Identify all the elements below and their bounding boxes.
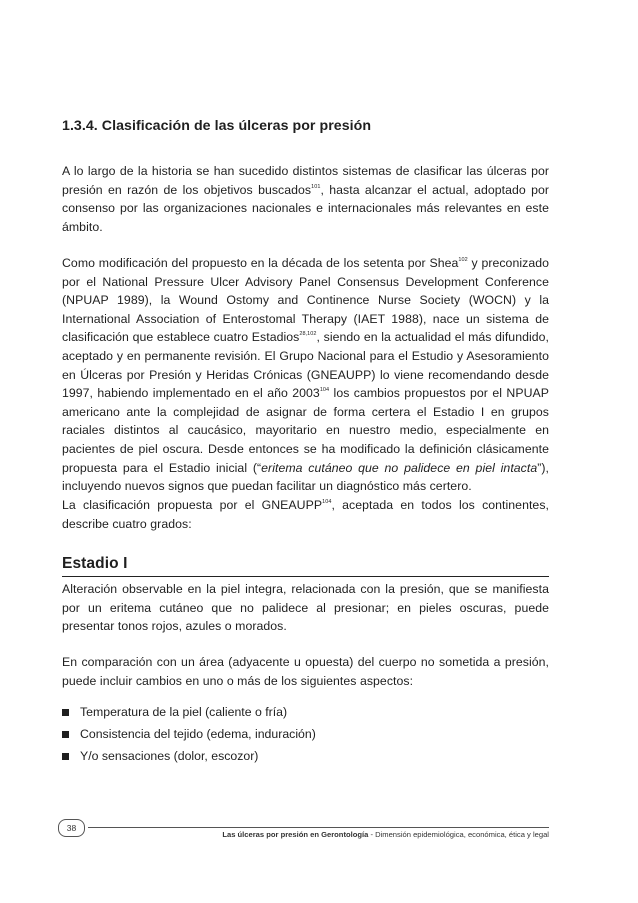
reference-superscript: 102 [458, 257, 468, 263]
footer-divider [88, 827, 549, 828]
reference-superscript: 101 [311, 183, 321, 190]
paragraph-text: A lo largo de la historia se han sucedido distintos sistemas de clasificar las úlceras por presión en razón de los objetivos buscados [62, 164, 549, 197]
paragraph-text: y preconizado por el National Pressure Ulcer Advisory Panel Consensus Development Conference (NPUAP 1989), la Wound Ostomy and Continence Nurse Society (WOCN) y la International Association of Enterostomal Therapy (IAET 1988), nace un sistema de clasificación que establece cuatro Estadios [62, 256, 549, 345]
paragraph-npuap-modification [62, 254, 549, 496]
paragraph-text: Como modificación del propuesto en la década de los setenta por Shea [62, 256, 459, 270]
list-item-text: Temperatura de la piel (caliente o fría) [80, 705, 288, 719]
reference-superscript: 104 [322, 499, 332, 505]
footer-caption [140, 830, 549, 839]
bullet-list [62, 703, 549, 769]
reference-superscript: 104 [319, 387, 330, 394]
stage-heading: Estadio I [62, 555, 128, 572]
paragraph-text: , siendo en la actualidad el más difundido, aceptado y en permanente revisión. El Grupo Nacional para el Estudio y Asesoramiento en Úlceras por Presión y Heridas Crónicas (GNEAUPP) lo viene recomendando desde 1997, habiendo implementado en el año 2003 [62, 330, 549, 401]
paragraph-stage-comparison: En comparación con un área (adyacente u opuesta) del cuerpo no sometida a presión, puede incluir cambios en uno o más de los siguientes aspectos: [62, 655, 549, 688]
paragraph-text: La clasificación propuesta por el GNEAUPP [62, 498, 323, 512]
paragraph-text: ”), incluyendo nuevos signos que puedan facilitar un diagnóstico más certero. [62, 460, 549, 494]
paragraph-text: los cambios propuestos por el NPUAP americano ante la complejidad de asignar de forma certera el Estadio I en grupos raciales distintos al caucásico, mayoritario en nuestro medio, especialmente en pacientes de piel oscura. Desde entonces se ha modificado la definición clásicamente propuesta para el Estadio inicial (“ [62, 386, 549, 475]
italic-quote: eritema cutáneo que no palidece en piel intacta [261, 460, 538, 475]
paragraph-stage-definition: Alteración observable en la piel integra, relacionada con la presión, que se manifiesta por un eritema cutáneo que no palidece al presionar; en pieles oscuras, puede presentar tonos rojos, azules o morados. [62, 582, 549, 634]
list-item [62, 725, 549, 747]
reference-superscript: 28,102 [299, 331, 317, 338]
footer-subtitle: - Dimensión epidemiológica, económica, ética y legal [368, 830, 549, 839]
list-item [62, 747, 549, 769]
paragraph-gneaupp-classification [62, 496, 549, 533]
page-number: 38 [58, 819, 85, 837]
list-item-text: Y/o sensaciones (dolor, escozor) [80, 749, 259, 763]
list-item [62, 703, 549, 725]
section-heading: 1.3.4. Clasificación de las úlceras por presión [62, 118, 372, 134]
paragraph-text: , aceptada en todos los continentes, describe cuatro grados: [62, 498, 549, 531]
footer-book-title: Las úlceras por presión en Gerontología [222, 830, 369, 839]
list-item-text: Consistencia del tejido (edema, induración) [80, 727, 316, 741]
paragraph-text: , hasta alcanzar el actual, adoptado por consenso por las organizaciones nacionales e internacionales más relevantes en este ámbito. [62, 182, 549, 234]
bullet-square-icon [62, 709, 69, 716]
bullet-square-icon [62, 753, 69, 760]
paragraph-classification-history [62, 162, 549, 236]
heading-divider [62, 576, 549, 577]
bullet-square-icon [62, 731, 69, 738]
